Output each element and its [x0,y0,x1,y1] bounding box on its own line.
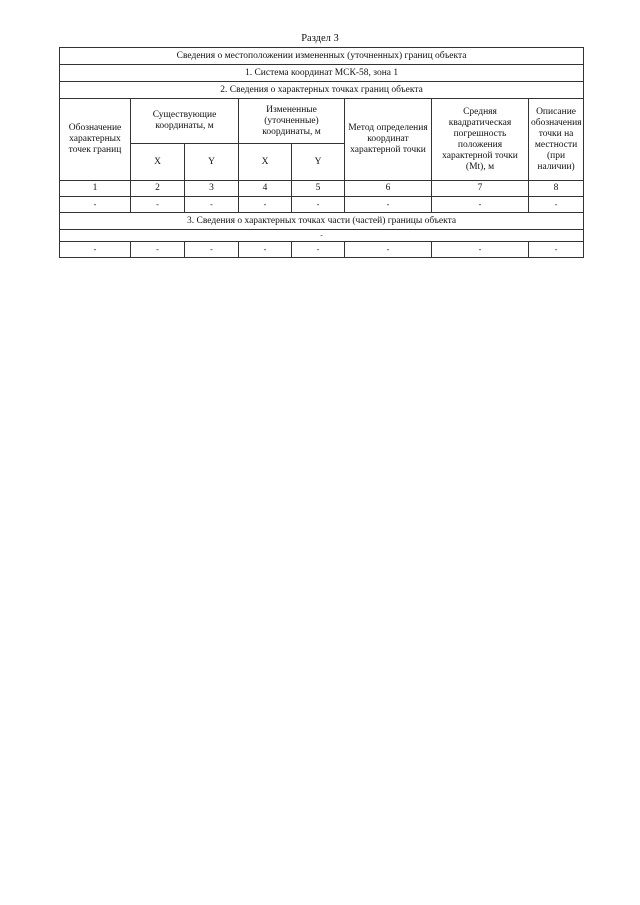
section3-data-row [60,242,584,258]
coord-system-row [60,65,584,82]
section-title: Раздел 3 [301,33,339,44]
section3-title: 3. Сведения о характерных точках части (частей) границы объекта [60,213,584,230]
header-row-1 [60,99,584,144]
column-number: 1 [60,181,131,197]
section3-title-row [60,213,584,230]
section3-note: - [60,230,584,242]
column-number: 5 [292,181,345,197]
table-cell: - [239,197,292,213]
table-cell: - [292,242,345,258]
header-changed-y: Y [292,144,345,181]
table-title-row [60,48,584,65]
coord-system: 1. Система координат МСК-58, зона 1 [60,65,584,82]
table-cell: - [185,197,239,213]
column-number: 2 [131,181,185,197]
section2-title-row [60,82,584,99]
table-cell: - [60,197,131,213]
table-cell: - [529,242,584,258]
table-cell: - [345,197,432,213]
column-number: 6 [345,181,432,197]
table-cell: - [131,197,185,213]
header-existing-y: Y [185,144,239,181]
column-number: 4 [239,181,292,197]
header-changed: Измененные (уточненные) координаты, м [239,99,345,144]
header-existing: Существующие координаты, м [131,99,239,144]
header-method: Метод определения координат характерной точки [345,99,432,181]
table-cell: - [345,242,432,258]
column-number: 3 [185,181,239,197]
table-cell: - [239,242,292,258]
column-number: 8 [529,181,584,197]
section2-data-row [60,197,584,213]
header-changed-x: X [239,144,292,181]
table-cell: - [60,242,131,258]
boundary-table [59,47,584,258]
table-cell: - [529,197,584,213]
table-cell: - [185,242,239,258]
table-title: Сведения о местоположении измененных (уточненных) границ объекта [60,48,584,65]
section3-note-row [60,230,584,242]
column-number: 7 [432,181,529,197]
table-cell: - [432,242,529,258]
section2-title: 2. Сведения о характерных точках границ объекта [60,82,584,99]
header-designation: Обозначение характерных точек границ [60,99,131,181]
table-cell: - [131,242,185,258]
table-cell: - [432,197,529,213]
header-existing-x: X [131,144,185,181]
table-cell: - [292,197,345,213]
header-error: Средняя квадратическая погрешность положения характерной точки (Mt), м [432,99,529,181]
header-description: Описание обозначения точки на местности (при наличии) [529,99,584,181]
column-number-row [60,181,584,197]
